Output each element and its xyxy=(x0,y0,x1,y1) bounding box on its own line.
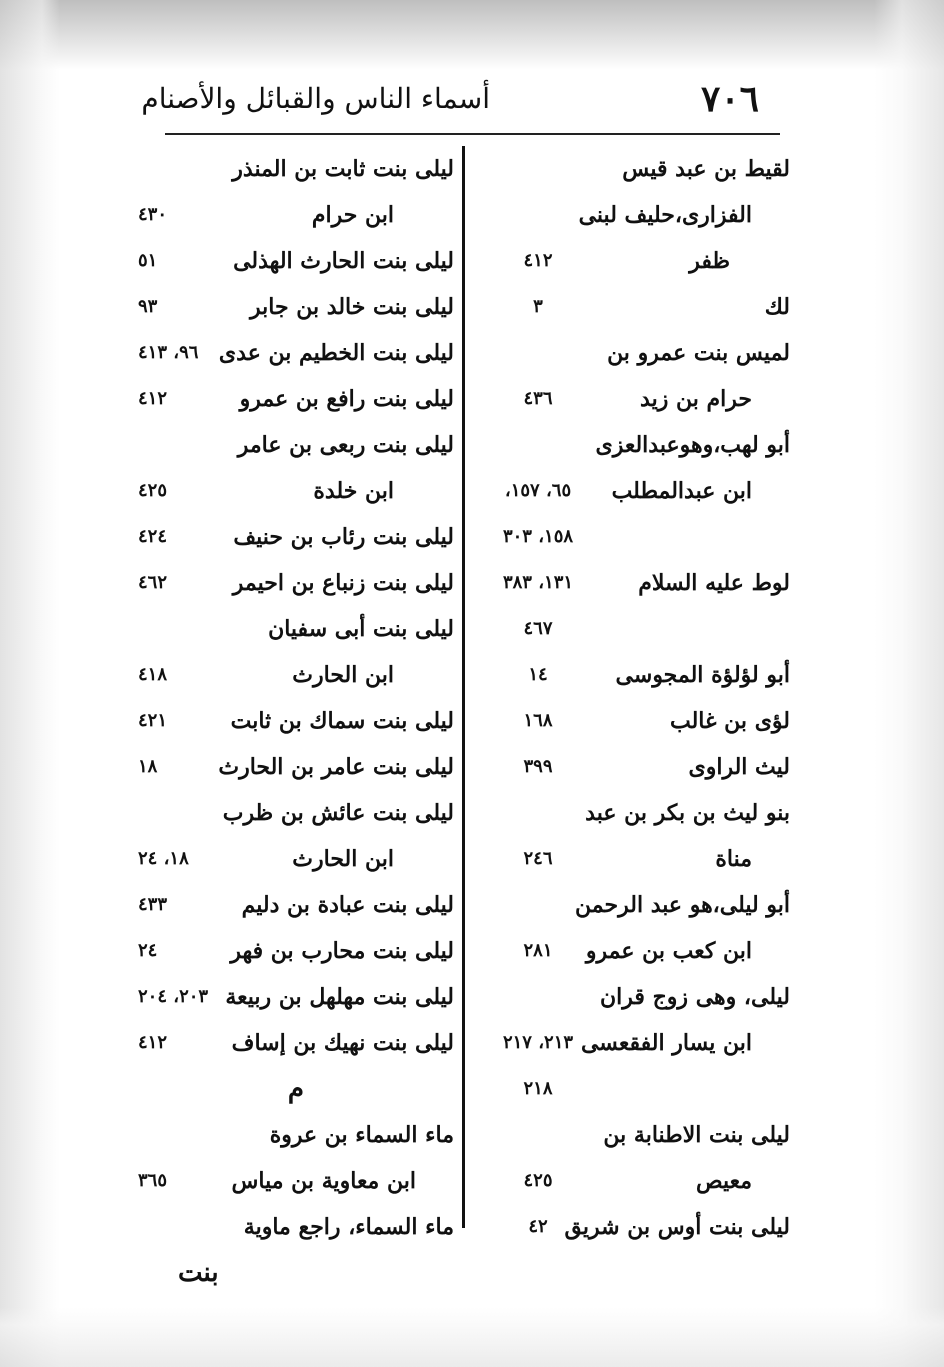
entry-name: ليلى بنت ثابت بن المنذر xyxy=(232,156,454,182)
entry-pages: ٤٢٥ xyxy=(138,480,168,501)
header-rule xyxy=(165,133,780,135)
entry-pages: ٦٥، ١٥٧، xyxy=(504,480,572,501)
entry-pages: ٣٩٩ xyxy=(523,756,553,777)
entry-pages: ٤٣٠ xyxy=(138,204,168,225)
index-entry xyxy=(138,652,454,698)
index-entry xyxy=(478,146,790,192)
index-entry xyxy=(138,146,454,192)
index-entry xyxy=(138,238,454,284)
entry-name: ابن كعب بن عمرو xyxy=(585,938,752,964)
entry-name: أبو لؤلؤة المجوسى xyxy=(615,662,790,688)
index-entry xyxy=(138,836,454,882)
entry-pages: ٢٠٣، ٢٠٤ xyxy=(138,986,209,1007)
catchword: بنت xyxy=(178,1258,219,1288)
index-entry xyxy=(478,882,790,928)
entry-name: ماء السماء بن عروة xyxy=(269,1122,454,1148)
index-entry xyxy=(478,238,790,284)
index-entry xyxy=(478,698,790,744)
index-entry xyxy=(138,744,454,790)
index-entry xyxy=(478,606,790,652)
entry-name: م xyxy=(287,1074,304,1104)
index-entry xyxy=(478,560,790,606)
entry-name: لوط عليه السلام xyxy=(638,570,790,596)
entry-name: ابن حرام xyxy=(311,202,394,228)
entry-name: ظفر xyxy=(689,248,730,274)
index-entry xyxy=(138,284,454,330)
entry-pages: ٣٦٥ xyxy=(138,1170,168,1191)
index-entry xyxy=(138,698,454,744)
entry-name: ليلى بنت ربعى بن عامر xyxy=(237,432,454,458)
page-number: ٧٠٦ xyxy=(700,78,759,120)
index-entry xyxy=(478,422,790,468)
entry-name: ابن معاوية بن مياس xyxy=(231,1168,416,1194)
entry-name: معيص xyxy=(696,1168,752,1194)
entry-name: ليلى بنت خالد بن جابر xyxy=(250,294,454,320)
entry-pages: ٢٤٦ xyxy=(523,848,553,869)
index-entry xyxy=(478,1066,790,1112)
entry-pages: ٥١ xyxy=(138,250,158,271)
index-entry xyxy=(138,928,454,974)
entry-pages: ٤٦٧ xyxy=(523,618,553,639)
entry-name: ابن الحارث xyxy=(292,846,394,872)
index-entry xyxy=(478,790,790,836)
entry-name: ليلى بنت عبادة بن دليم xyxy=(241,892,454,918)
entry-name: ابن الحارث xyxy=(292,662,394,688)
entry-pages: ٢٤ xyxy=(138,940,158,961)
index-entry xyxy=(138,1158,454,1204)
index-entry xyxy=(478,652,790,698)
entry-name: ماء السماء، راجع ماوية xyxy=(243,1214,454,1240)
entry-name: ابن يسار الفقعسى xyxy=(580,1030,752,1056)
entry-pages: ٤٢ xyxy=(528,1216,548,1237)
entry-name: ليلى بنت نهيك بن إساف xyxy=(231,1030,454,1056)
entry-name: الفزارى،حليف لبنى xyxy=(578,202,752,228)
entry-pages: ١٦٨ xyxy=(523,710,553,731)
entry-name: لؤى بن غالب xyxy=(670,708,790,734)
column-divider xyxy=(462,146,465,1228)
scan-shading-right xyxy=(874,0,944,1367)
entry-pages: ٢١٣، ٢١٧ xyxy=(502,1032,574,1053)
index-entry xyxy=(478,1204,790,1250)
index-entry xyxy=(138,192,454,238)
entry-name: ليلى بنت الحارث الهذلى xyxy=(233,248,454,274)
index-column-left xyxy=(138,146,454,1250)
entry-name: ليلى بنت زنباع بن احيمر xyxy=(232,570,454,596)
scan-shading-top xyxy=(0,0,944,70)
running-title: أسماء الناس والقبائل والأصنام xyxy=(141,82,490,115)
index-entry xyxy=(478,284,790,330)
index-entry xyxy=(478,1020,790,1066)
entry-name: لميس بنت عمرو بن xyxy=(607,340,790,366)
index-entry xyxy=(478,376,790,422)
entry-name: بنو ليث بن بكر بن عبد xyxy=(585,800,790,826)
entry-name: ليلى بنت سماك بن ثابت xyxy=(230,708,454,734)
entry-pages: ٩٦، ٤١٣ xyxy=(138,342,199,363)
entry-pages: ٤٣٣ xyxy=(138,894,168,915)
entry-pages: ١٤ xyxy=(528,664,548,685)
entry-name: أبو لهب،وهوعبدالعزى xyxy=(595,432,790,458)
entry-name: ليلى بنت أوس بن شريق xyxy=(564,1214,790,1240)
index-entry xyxy=(138,514,454,560)
entry-pages: ٤١٢ xyxy=(138,388,168,409)
index-entry xyxy=(138,468,454,514)
index-entry xyxy=(478,744,790,790)
index-entry xyxy=(138,1020,454,1066)
index-entry xyxy=(138,376,454,422)
scan-shading-left xyxy=(0,0,60,1367)
entry-name: أبو ليلى،هو عبد الرحمن xyxy=(575,892,790,918)
index-entry xyxy=(478,330,790,376)
entry-name: مناة xyxy=(715,846,752,872)
index-entry xyxy=(478,836,790,882)
index-entry xyxy=(138,882,454,928)
entry-pages: ٤٦٢ xyxy=(138,572,168,593)
entry-pages: ١٣١، ٣٨٣ xyxy=(502,572,574,593)
index-entry xyxy=(478,928,790,974)
index-entry xyxy=(138,330,454,376)
scan-shading-bottom xyxy=(0,1307,944,1367)
entry-pages: ٤٣٦ xyxy=(523,388,553,409)
entry-name: ابن عبدالمطلب xyxy=(611,478,752,504)
entry-pages: ٤١٢ xyxy=(138,1032,168,1053)
entry-pages: ٢١٨ xyxy=(523,1078,553,1099)
entry-pages: ٤١٢ xyxy=(523,250,553,271)
index-entry xyxy=(138,1204,454,1250)
entry-pages: ١٨، ٢٤ xyxy=(138,848,189,869)
entry-name: حرام بن زيد xyxy=(640,386,752,412)
index-entry xyxy=(138,1066,454,1112)
index-entry xyxy=(138,974,454,1020)
index-entry xyxy=(138,790,454,836)
entry-name: لقيط بن عبد قيس xyxy=(622,156,790,182)
index-entry xyxy=(478,514,790,560)
index-entry xyxy=(478,974,790,1020)
index-entry xyxy=(138,606,454,652)
entry-name: لك xyxy=(764,294,790,320)
entry-pages: ٣ xyxy=(533,296,543,317)
entry-name: ليث الراوى xyxy=(688,754,790,780)
entry-pages: ٤٢١ xyxy=(138,710,168,731)
entry-name: ابن خلدة xyxy=(313,478,394,504)
entry-name: ليلى بنت رئاب بن حنيف xyxy=(233,524,454,550)
entry-name: ليلى بنت الاطنابة بن xyxy=(603,1122,790,1148)
index-entry xyxy=(138,560,454,606)
entry-pages: ٢٨١ xyxy=(523,940,553,961)
entry-name: ليلى بنت مهلهل بن ربيعة xyxy=(225,984,454,1010)
entry-pages: ٤١٨ xyxy=(138,664,168,685)
entry-pages: ٩٣ xyxy=(138,296,158,317)
index-entry xyxy=(138,422,454,468)
entry-pages: ١٥٨، ٣٠٣ xyxy=(502,526,574,547)
entry-name: ليلى بنت رافع بن عمرو xyxy=(239,386,454,412)
entry-name: ليلى، وهى زوج قران xyxy=(600,984,790,1010)
entry-name: ليلى بنت محارب بن فهر xyxy=(230,938,454,964)
index-entry xyxy=(138,1112,454,1158)
entry-name: ليلى بنت عامر بن الحارث xyxy=(218,754,454,780)
entry-name: ليلى بنت عائش بن ظرب xyxy=(222,800,454,826)
index-entry xyxy=(478,468,790,514)
entry-pages: ٤٢٤ xyxy=(138,526,168,547)
entry-name: ليلى بنت أبى سفيان xyxy=(268,616,454,642)
index-entry xyxy=(478,1112,790,1158)
index-column-right xyxy=(478,146,790,1250)
index-entry xyxy=(478,192,790,238)
entry-name: ليلى بنت الخطيم بن عدى xyxy=(218,340,454,366)
entry-pages: ٤٢٥ xyxy=(523,1170,553,1191)
index-entry xyxy=(478,1158,790,1204)
entry-pages: ١٨ xyxy=(138,756,158,777)
